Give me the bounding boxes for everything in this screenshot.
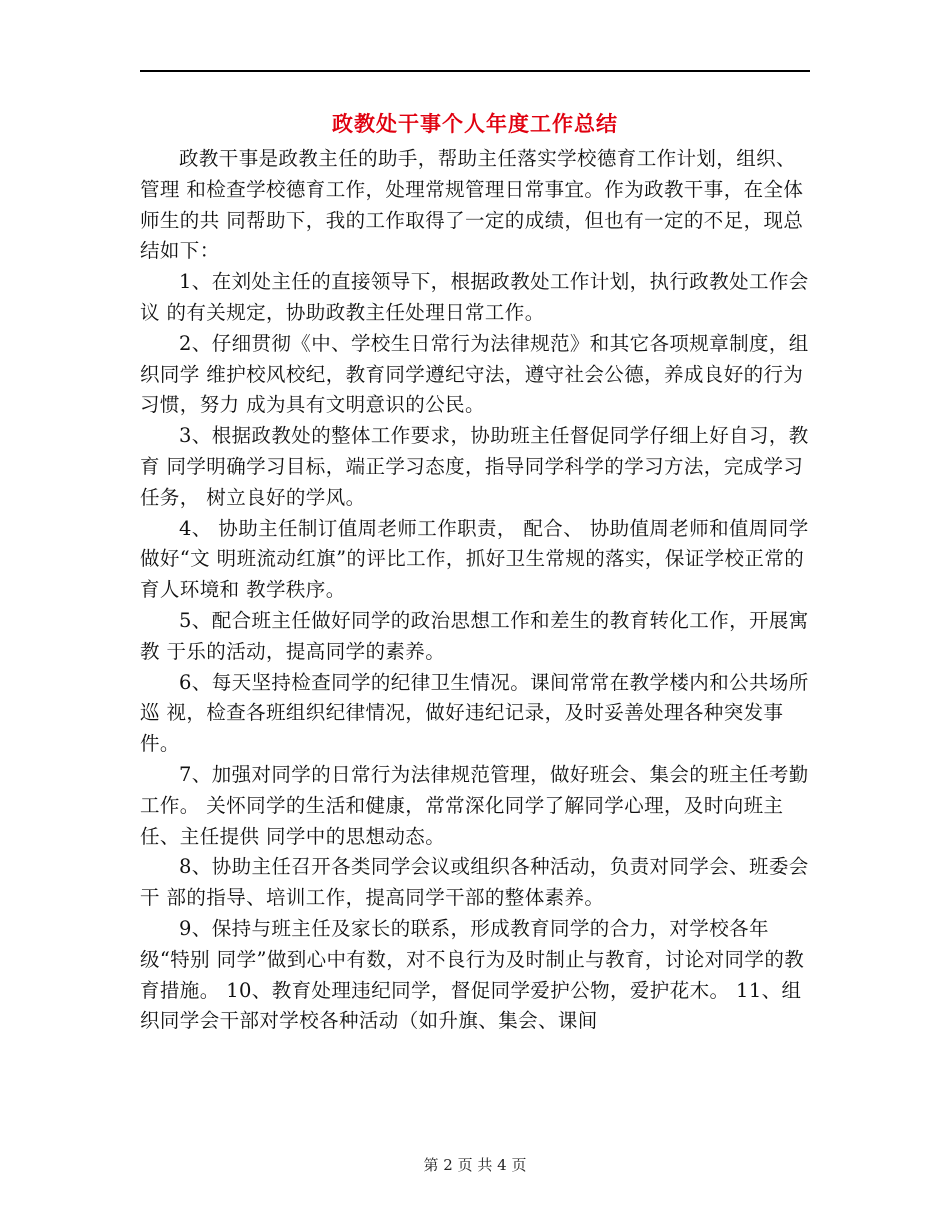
item-paragraph-2: 2、仔细贯彻《中、学校生日常行为法律规范》和其它各项规章制度，组织同学 维护校风校纪，教育同学遵纪守法，遵守社会公德，养成良好的行为习惯，努力 成为具有文明意识的公民。 — [140, 331, 809, 417]
item-paragraph-4: 4、 协助主任制订值周老师工作职责， 配合、 协助值周老师和值周同学做好“文 明班流动红旗”的评比工作，抓好卫生常规的落实，保证学校正常的育人环境和 教学秩序。 — [140, 516, 809, 602]
page-number: 第 2 页 共 4 页 — [423, 1156, 527, 1174]
item-paragraph-8: 8、协助主任召开各类同学会议或组织各种活动，负责对同学会、班委会干 部的指导、培训工作，提高同学干部的整体素养。 — [140, 855, 809, 910]
item-paragraph-6: 6、每天坚持检查同学的纪律卫生情况。课间常常在教学楼内和公共场所巡 视，检查各班组织纪律情况，做好违纪记录，及时妥善处理各种突发事件。 — [140, 670, 809, 756]
item-paragraph-9: 9、保持与班主任及家长的联系，形成教育同学的合力，对学校各年级“特别 同学”做到心中有数，对不良行为及时制止与教育，讨论对同学的教育措施。 10、教育处理违纪同学，督促同学爱护公物，爱护花木。 11、组织同学会干部对学校各种活动（如升旗、集会、课间 — [140, 916, 805, 1033]
item-paragraph-1: 1、在刘处主任的直接领导下，根据政教处工作计划，执行政教处工作会议 的有关规定，协助政教主任处理日常工作。 — [140, 270, 809, 324]
document-body — [140, 144, 815, 1037]
intro-paragraph: 政教干事是政教主任的助手，帮助主任落实学校德育工作计划，组织、管理 和检查学校德育工作，处理常规管理日常事宜。作为政教干事，在全体师生的共 同帮助下，我的工作取得了一定的成绩，但也有一定的不足，现总结如下： — [140, 147, 804, 263]
item-paragraph-3: 3、根据政教处的整体工作要求，协助班主任督促同学仔细上好自习，教育 同学明确学习目标，端正学习态度，指导同学科学的学习方法，完成学习任务， 树立良好的学风。 — [140, 424, 809, 509]
item-paragraph-7: 7、加强对同学的日常行为法律规范管理，做好班会、集会的班主任考勤工作。 关怀同学的生活和健康，常常深化同学了解同学心理，及时向班主任、主任提供 同学中的思想动态。 — [140, 762, 809, 848]
document-title: 政教处干事个人年度工作总结 — [332, 111, 618, 136]
header-rule — [140, 70, 810, 72]
item-paragraph-5: 5、配合班主任做好同学的政治思想工作和差生的教育转化工作，开展寓教 于乐的活动，提高同学的素养。 — [140, 608, 809, 663]
